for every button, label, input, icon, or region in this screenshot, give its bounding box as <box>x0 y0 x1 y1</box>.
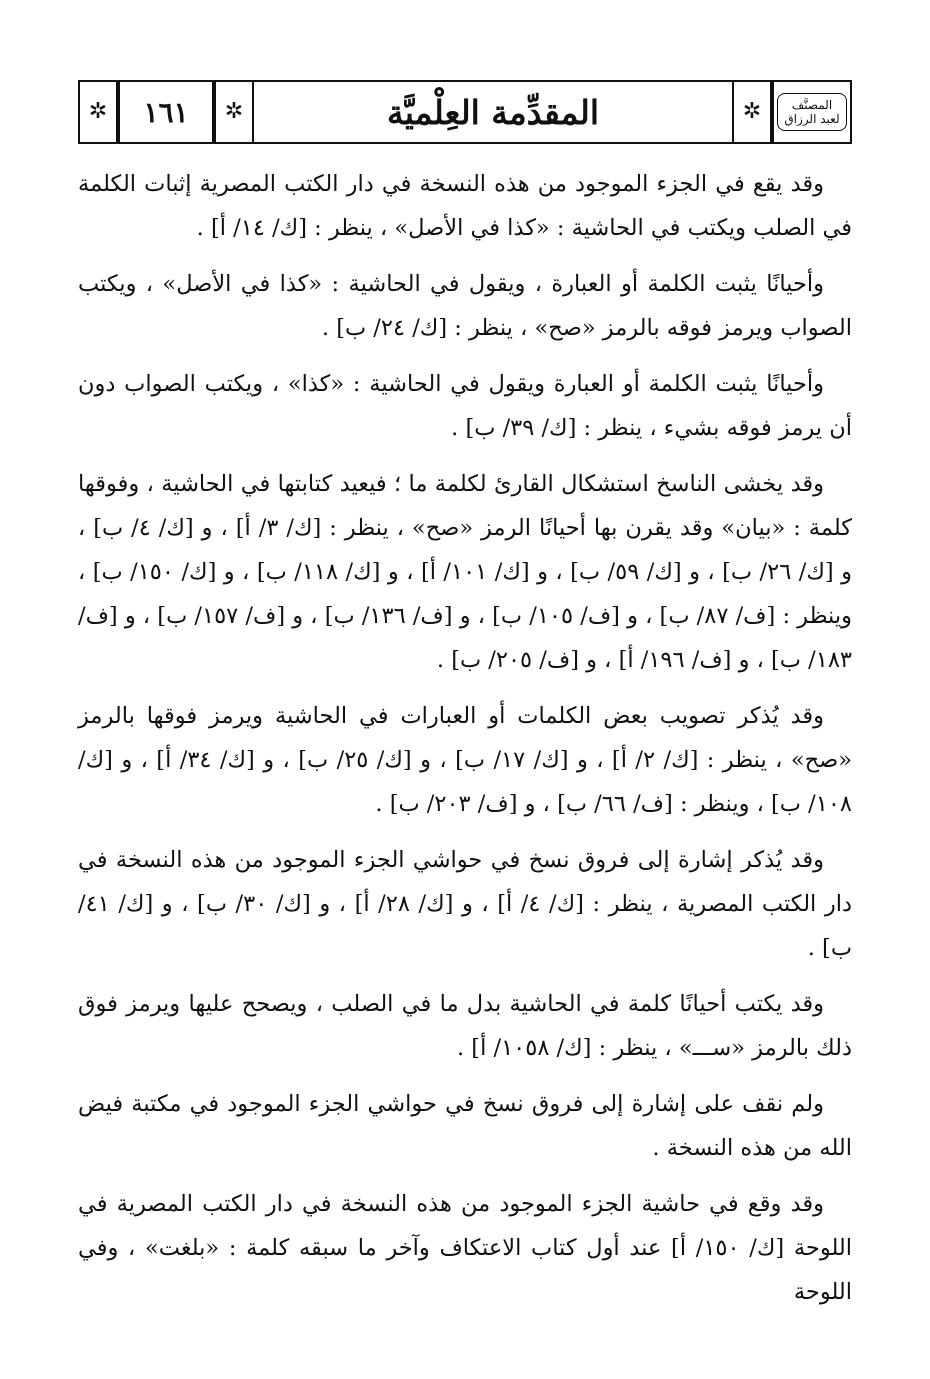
ornament-icon: ✲ <box>224 99 244 124</box>
logo-frame <box>777 93 847 131</box>
paragraph: وأحيانًا يثبت الكلمة أو العبارة ويقول في الحاشية : «كذا» ، ويكتب الصواب دون أن يرمز فوقه بشيء ، ينظر : [ك/ ٣٩/ ب] . <box>78 371 852 441</box>
page-number: ١٦١ <box>118 80 214 144</box>
paragraph: وأحيانًا يثبت الكلمة أو العبارة ، ويقول في الحاشية : «كذا في الأصل» ، ويكتب الصواب ويرمز فوقه بالرمز «صح» ، ينظر : [ك/ ٢٤/ ب] . <box>78 271 852 341</box>
paragraph: وقد وقع في حاشية الجزء الموجود من هذه النسخة في دار الكتب المصرية في اللوحة [ك/ ١٥٠/ أ] عند أول كتاب الاعتكاف وآخر ما سبقه كلمة : «بلغت» ، وفي اللوحة <box>78 1191 853 1305</box>
paragraph: وقد يخشى الناسخ استشكال القارئ لكلمة ما ؛ فيعيد كتابتها في الحاشية ، وفوقها كلمة : «بيان» وقد يقرن بها أحيانًا الرمز «صح» ، ينظر : [ك/ ٣/ أ] ، و [ك/ ٤/ ب] ، و [ك/ ٢٦/ ب] ، و [ك/ ٥٩/ ب] ، و [ك/ ١٠١/ أ] ، و [ك/ ١١٨/ ب] ، و [ك/ ١٥٠/ ب] ، وينظر : [ف/ ٨٧/ ب] ، و [ف/ ١٠٥/ ب] ، و [ف/ ١٣٦/ ب] ، و [ف/ ١٥٧/ ب] ، و [ف/ ١٨٣/ ب] ، و [ف/ ١٩٦/ أ] ، و [ف/ ٢٠٥/ ب] . <box>78 471 853 673</box>
ornament-left <box>78 80 118 144</box>
body-text <box>78 162 852 1326</box>
ornament-icon: ✲ <box>742 99 762 124</box>
page-header <box>78 80 852 144</box>
paragraph: وقد يُذكر تصويب بعض الكلمات أو العبارات في الحاشية ويرمز فوقها بالرمز «صح» ، ينظر : [ك/ ٢/ أ] ، و [ك/ ١٧/ ب] ، و [ك/ ٢٥/ ب] ، و [ك/ ٣٤/ أ] ، و [ك/ ١٠٨/ ب] ، وينظر : [ف/ ٦٦/ ب] ، و [ف/ ٢٠٣/ ب] . <box>78 703 852 817</box>
paragraph: وقد يقع في الجزء الموجود من هذه النسخة في دار الكتب المصرية إثبات الكلمة في الصلب ويكتب في الحاشية : «كذا في الأصل» ، ينظر : [ك/ ١٤/ أ] . <box>78 171 852 241</box>
paragraph: وقد يُذكر إشارة إلى فروق نسخ في حواشي الجزء الموجود من هذه النسخة في دار الكتب المصرية ، ينظر : [ك/ ٤/ أ] ، و [ك/ ٢٨/ أ] ، و [ك/ ٣٠/ ب] ، و [ك/ ٤١/ ب] . <box>78 847 852 961</box>
logo-text-bottom: لعبد الرزاق <box>784 112 840 126</box>
ornament-mid-right <box>732 80 772 144</box>
paragraph: وقد يكتب أحيانًا كلمة في الحاشية بدل ما في الصلب ، ويصحح عليها ويرمز فوق ذلك بالرمز «ســـ» ، ينظر : [ك/ ١٠٥٨/ أ] . <box>78 991 852 1061</box>
logo-text-top: المصنَّف <box>791 98 833 112</box>
ornament-mid-left <box>214 80 254 144</box>
book-logo <box>772 80 852 144</box>
paragraph: ولم نقف على إشارة إلى فروق نسخ في حواشي الجزء الموجود في مكتبة فيض الله من هذه النسخة . <box>78 1091 852 1161</box>
ornament-icon: ✲ <box>88 99 108 124</box>
running-title: المقدِّمة العِلْميَّة <box>254 80 732 144</box>
